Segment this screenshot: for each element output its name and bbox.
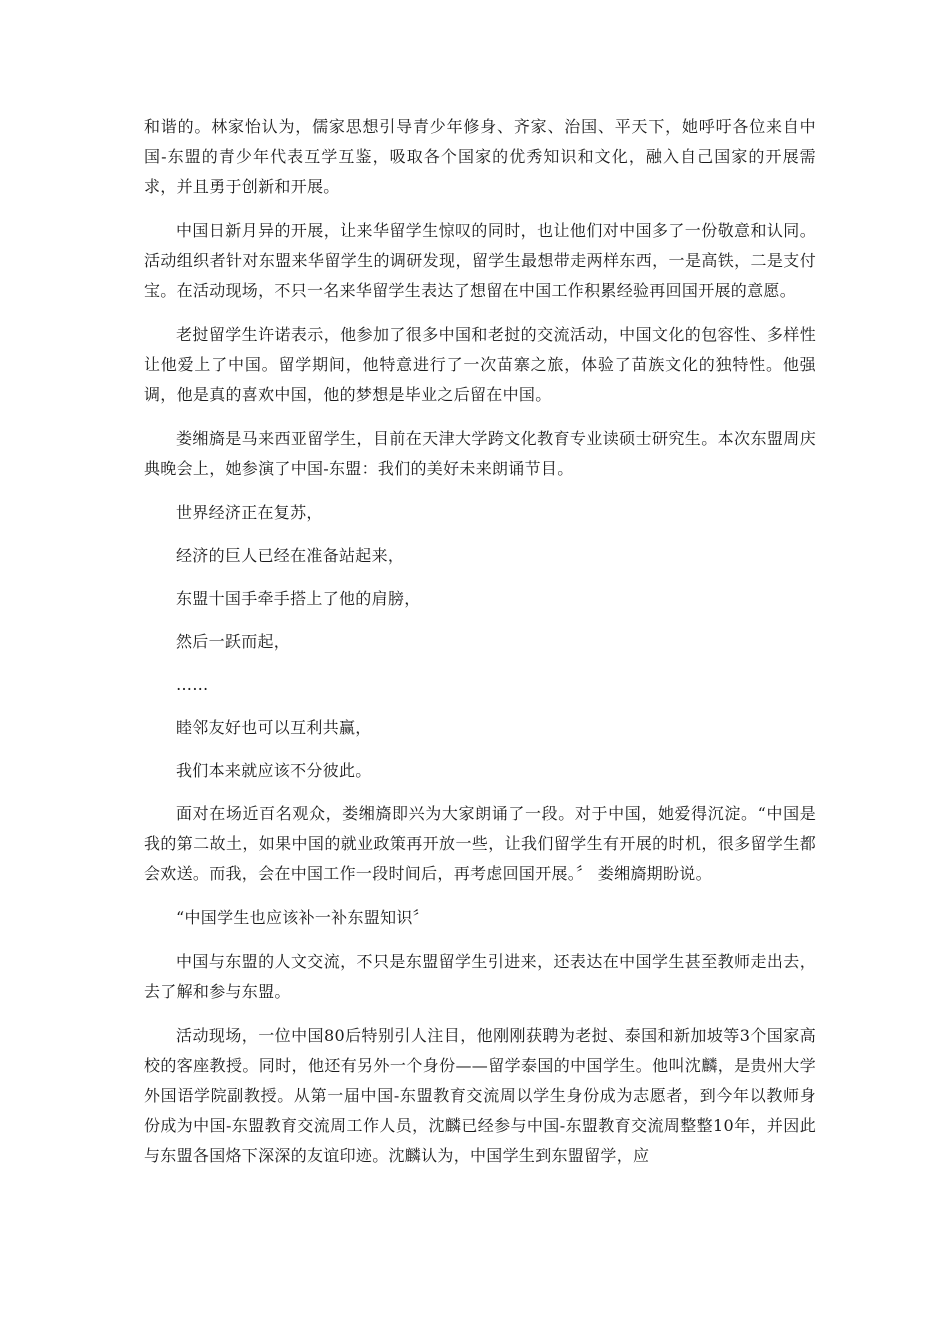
poem-line: 经济的巨人已经在准备站起来， bbox=[176, 546, 405, 565]
document-body bbox=[144, 112, 816, 1185]
paragraph: 面对在场近百名观众，娄缃旖即兴为大家朗诵了一段。对于中国，她爱得沉淀。“中国是我的第二故土，如果中国的就业政策再开放一些，让我们留学生有开展的时机，很多留学生都会欢送。而我，会在中国工作一段时间后，再考虑回国开展。〞 娄缃旖期盼说。 bbox=[144, 804, 816, 883]
section-heading: “中国学生也应该补一补东盟知识〞 bbox=[176, 908, 429, 927]
paragraph: 老挝留学生许诺表示，他参加了很多中国和老挝的交流活动，中国文化的包容性、多样性让他爱上了中国。留学期间，他特意进行了一次苗寨之旅，体验了苗族文化的独特性。他强调，他是真的喜欢中国，他的梦想是毕业之后留在中国。 bbox=[144, 325, 816, 404]
poem-line: 然后一跃而起， bbox=[176, 632, 291, 651]
poem-line: 东盟十国手牵手搭上了他的肩膀， bbox=[176, 589, 421, 608]
paragraph: 和谐的。林家怡认为，儒家思想引导青少年修身、齐家、治国、平天下，她呼吁各位来自中国-东盟的青少年代表互学互鉴，吸取各个国家的优秀知识和文化，融入自己国家的开展需求，并且勇于创新和开展。 bbox=[144, 117, 816, 196]
poem-ellipsis: …… bbox=[176, 675, 209, 694]
paragraph: 活动现场，一位中国80后特别引人注目，他刚刚获聘为老挝、泰国和新加坡等3个国家高校的客座教授。同时，他还有另外一个身份——留学泰国的中国学生。他叫沈麟，是贵州大学外国语学院副教授。从第一届中国-东盟教育交流周以学生身份成为志愿者，到今年以教师身份成为中国-东盟教育交流周工作人员，沈麟已经参与中国-东盟教育交流周整整10年，并因此与东盟各国烙下深深的友谊印迹。沈麟认为，中国学生到东盟留学，应 bbox=[144, 1026, 816, 1165]
paragraph: 娄缃旖是马来西亚留学生，目前在天津大学跨文化教育专业读硕士研究生。本次东盟周庆典晚会上，她参演了中国-东盟：我们的美好未来朗诵节目。 bbox=[144, 429, 816, 478]
paragraph: 中国与东盟的人文交流，不只是东盟留学生引进来，还表达在中国学生甚至教师走出去，去了解和参与东盟。 bbox=[144, 952, 816, 1001]
poem-line: 睦邻友好也可以互利共赢， bbox=[176, 718, 372, 737]
poem-line: 世界经济正在复苏， bbox=[176, 503, 323, 522]
poem-line: 我们本来就应该不分彼此。 bbox=[176, 761, 372, 780]
paragraph: 中国日新月异的开展，让来华留学生惊叹的同时，也让他们对中国多了一份敬意和认同。活动组织者针对东盟来华留学生的调研发现，留学生最想带走两样东西，一是高铁，二是支付宝。在活动现场，不只一名来华留学生表达了想留在中国工作积累经验再回国开展的意愿。 bbox=[144, 221, 816, 300]
